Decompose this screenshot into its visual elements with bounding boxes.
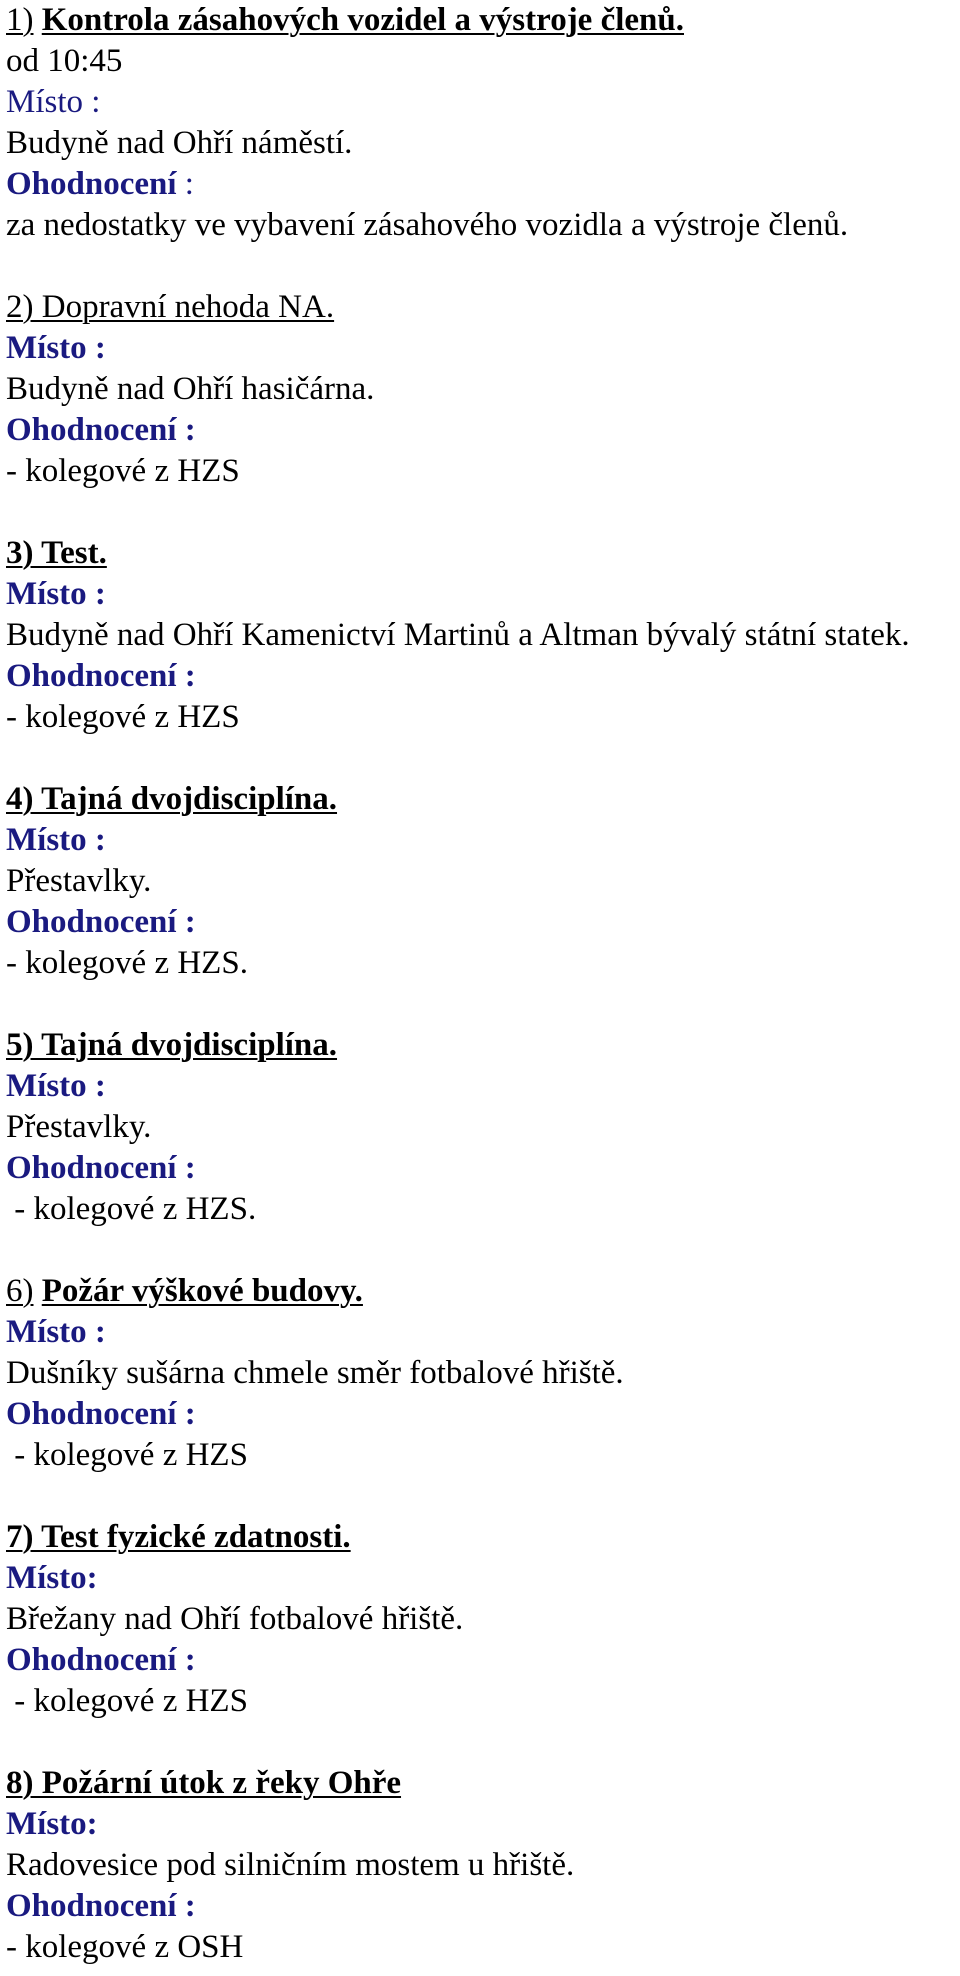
hodnoceni-colon: : — [184, 166, 194, 202]
hodnoceni-label: Ohodnocení : — [6, 1396, 196, 1432]
hodnoceni-value: - kolegové z OSH — [6, 1929, 244, 1965]
hodnoceni-value: - kolegové z HZS — [6, 453, 240, 489]
entry-number: 1) — [6, 2, 34, 38]
spacer — [6, 1722, 956, 1763]
entry-3 — [6, 533, 956, 738]
hodnoceni-label: Ohodnocení : — [6, 1642, 196, 1678]
hodnoceni-label: Ohodnocení : — [6, 1888, 196, 1924]
spacer — [6, 1230, 956, 1271]
misto-value: Budyně nad Ohří náměstí. — [6, 125, 353, 161]
misto-value: Budyně nad Ohří Kamenictví Martinů a Altman bývalý státní statek. — [6, 617, 910, 653]
entry-title — [6, 1271, 956, 1312]
hodnoceni-label: Ohodnocení — [6, 166, 177, 202]
misto-label: Místo : — [6, 84, 101, 120]
hodnoceni-label: Ohodnocení : — [6, 412, 196, 448]
hodnoceni-label: Ohodnocení : — [6, 658, 196, 694]
misto-value: Budyně nad Ohří hasičárna. — [6, 371, 375, 407]
hodnoceni-value: - kolegové z HZS — [6, 1683, 248, 1719]
misto-label: Místo : — [6, 1068, 106, 1104]
hodnoceni-value: - kolegové z HZS — [6, 1437, 248, 1473]
entry-title — [6, 0, 956, 41]
hodnoceni-value: - kolegové z HZS. — [6, 945, 248, 981]
misto-label: Místo : — [6, 576, 106, 612]
hodnoceni-label: Ohodnocení : — [6, 1150, 196, 1186]
entry-4 — [6, 779, 956, 984]
entry-8 — [6, 1763, 956, 1968]
hodnoceni-value: - kolegové z HZS — [6, 699, 240, 735]
document — [6, 0, 956, 1968]
hodnoceni-value: za nedostatky ve vybavení zásahového vozidla a výstroje členů. — [6, 207, 849, 243]
spacer — [6, 246, 956, 287]
entry-number: 6) — [6, 1273, 34, 1309]
entry-title: 8) Požární útok z řeky Ohře — [6, 1765, 402, 1801]
spacer — [6, 492, 956, 533]
misto-label: Místo : — [6, 1314, 106, 1350]
entry-title: 4) Tajná dvojdisciplína. — [6, 781, 338, 817]
entry-6 — [6, 1271, 956, 1476]
entry-title: 5) Tajná dvojdisciplína. — [6, 1027, 338, 1063]
misto-label: Místo : — [6, 330, 106, 366]
misto-value: Břežany nad Ohří fotbalové hřiště. — [6, 1601, 464, 1637]
entry-title: 7) Test fyzické zdatnosti. — [6, 1519, 351, 1555]
entry-title: 2) Dopravní nehoda NA. — [6, 289, 335, 325]
misto-value: Dušníky sušárna chmele směr fotbalové hřiště. — [6, 1355, 624, 1391]
spacer — [6, 738, 956, 779]
entry-2 — [6, 287, 956, 492]
hodnoceni-label-line — [6, 164, 956, 205]
entry-title: 3) Test. — [6, 535, 107, 571]
spacer — [6, 984, 956, 1025]
entry-title-text: Požár výškové budovy. — [41, 1273, 363, 1309]
hodnoceni-value: - kolegové z HZS. — [6, 1191, 257, 1227]
spacer — [6, 1476, 956, 1517]
entry-time: od 10:45 — [6, 43, 123, 79]
misto-label: Místo: — [6, 1806, 98, 1842]
entry-7 — [6, 1517, 956, 1722]
hodnoceni-label: Ohodnocení : — [6, 904, 196, 940]
misto-label: Místo: — [6, 1560, 98, 1596]
misto-value: Přestavlky. — [6, 863, 152, 899]
misto-value: Radovesice pod silničním mostem u hřiště. — [6, 1847, 575, 1883]
entry-title-text: Kontrola zásahových vozidel a výstroje členů. — [41, 2, 684, 38]
entry-1 — [6, 0, 956, 246]
misto-label: Místo : — [6, 822, 106, 858]
misto-value: Přestavlky. — [6, 1109, 152, 1145]
entry-5 — [6, 1025, 956, 1230]
